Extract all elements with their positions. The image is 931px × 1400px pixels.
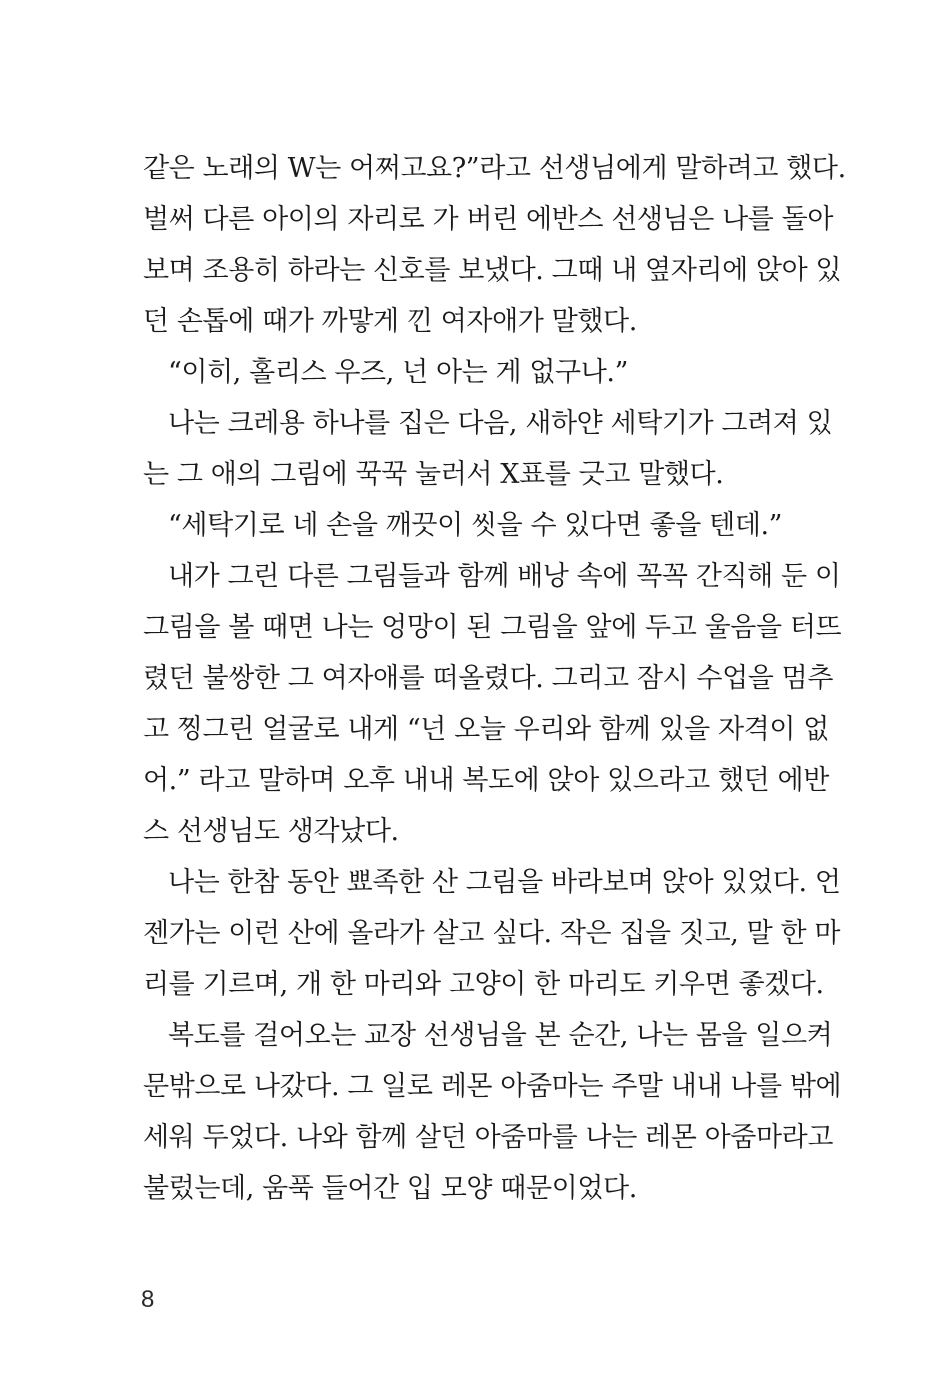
text-line: “이히, 홀리스 우즈, 넌 아는 게 없구나.” — [168, 357, 628, 388]
text-line: “세탁기로 네 손을 깨끗이 씻을 수 있다면 좋을 텐데.” — [168, 510, 783, 541]
text-line: 세워 두었다. 나와 함께 살던 아줌마를 나는 레몬 아줌마라고 — [143, 1122, 834, 1153]
text-line: 그림을 볼 때면 나는 엉망이 된 그림을 앞에 두고 울음을 터뜨 — [143, 612, 842, 643]
text-line: 내가 그린 다른 그림들과 함께 배낭 속에 꼭꼭 간직해 둔 이 — [168, 561, 841, 592]
text-line: 벌써 다른 아이의 자리로 가 버린 에반스 선생님은 나를 돌아 — [143, 204, 834, 235]
text-line: 어.” 라고 말하며 오후 내내 복도에 앉아 있으라고 했던 에반 — [143, 765, 829, 796]
text-line: 고 찡그린 얼굴로 내게 “넌 오늘 우리와 함께 있을 자격이 없 — [143, 714, 829, 745]
text-line: 스 선생님도 생각났다. — [143, 816, 399, 847]
text-line: 같은 노래의 W는 어쩌고요?”라고 선생님에게 말하려고 했다. — [143, 153, 846, 184]
text-line: 렸던 불쌍한 그 여자애를 떠올렸다. 그리고 잠시 수업을 멈추 — [143, 663, 834, 694]
text-line: 리를 기르며, 개 한 마리와 고양이 한 마리도 키우면 좋겠다. — [143, 969, 824, 1000]
text-line: 나는 한참 동안 뾰족한 산 그림을 바라보며 앉아 있었다. 언 — [168, 867, 841, 898]
text-line: 나는 크레용 하나를 집은 다음, 새하얀 세탁기가 그려져 있 — [168, 408, 833, 439]
text-line: 던 손톱에 때가 까맣게 낀 여자애가 말했다. — [143, 306, 637, 337]
page-number: 8 — [141, 1286, 155, 1313]
text-line: 복도를 걸어오는 교장 선생님을 본 순간, 나는 몸을 일으켜 — [168, 1020, 833, 1051]
text-line: 보며 조용히 하라는 신호를 보냈다. 그때 내 옆자리에 앉아 있 — [143, 255, 842, 286]
text-line: 는 그 애의 그림에 꾹꾹 눌러서 X표를 긋고 말했다. — [143, 459, 724, 490]
text-line: 불렀는데, 움푹 들어간 입 모양 때문이었다. — [143, 1173, 637, 1204]
text-line: 젠가는 이런 산에 올라가 살고 싶다. 작은 집을 짓고, 말 한 마 — [143, 918, 841, 949]
body-text — [143, 143, 846, 1214]
text-line: 문밖으로 나갔다. 그 일로 레몬 아줌마는 주말 내내 나를 밖에 — [143, 1071, 842, 1102]
